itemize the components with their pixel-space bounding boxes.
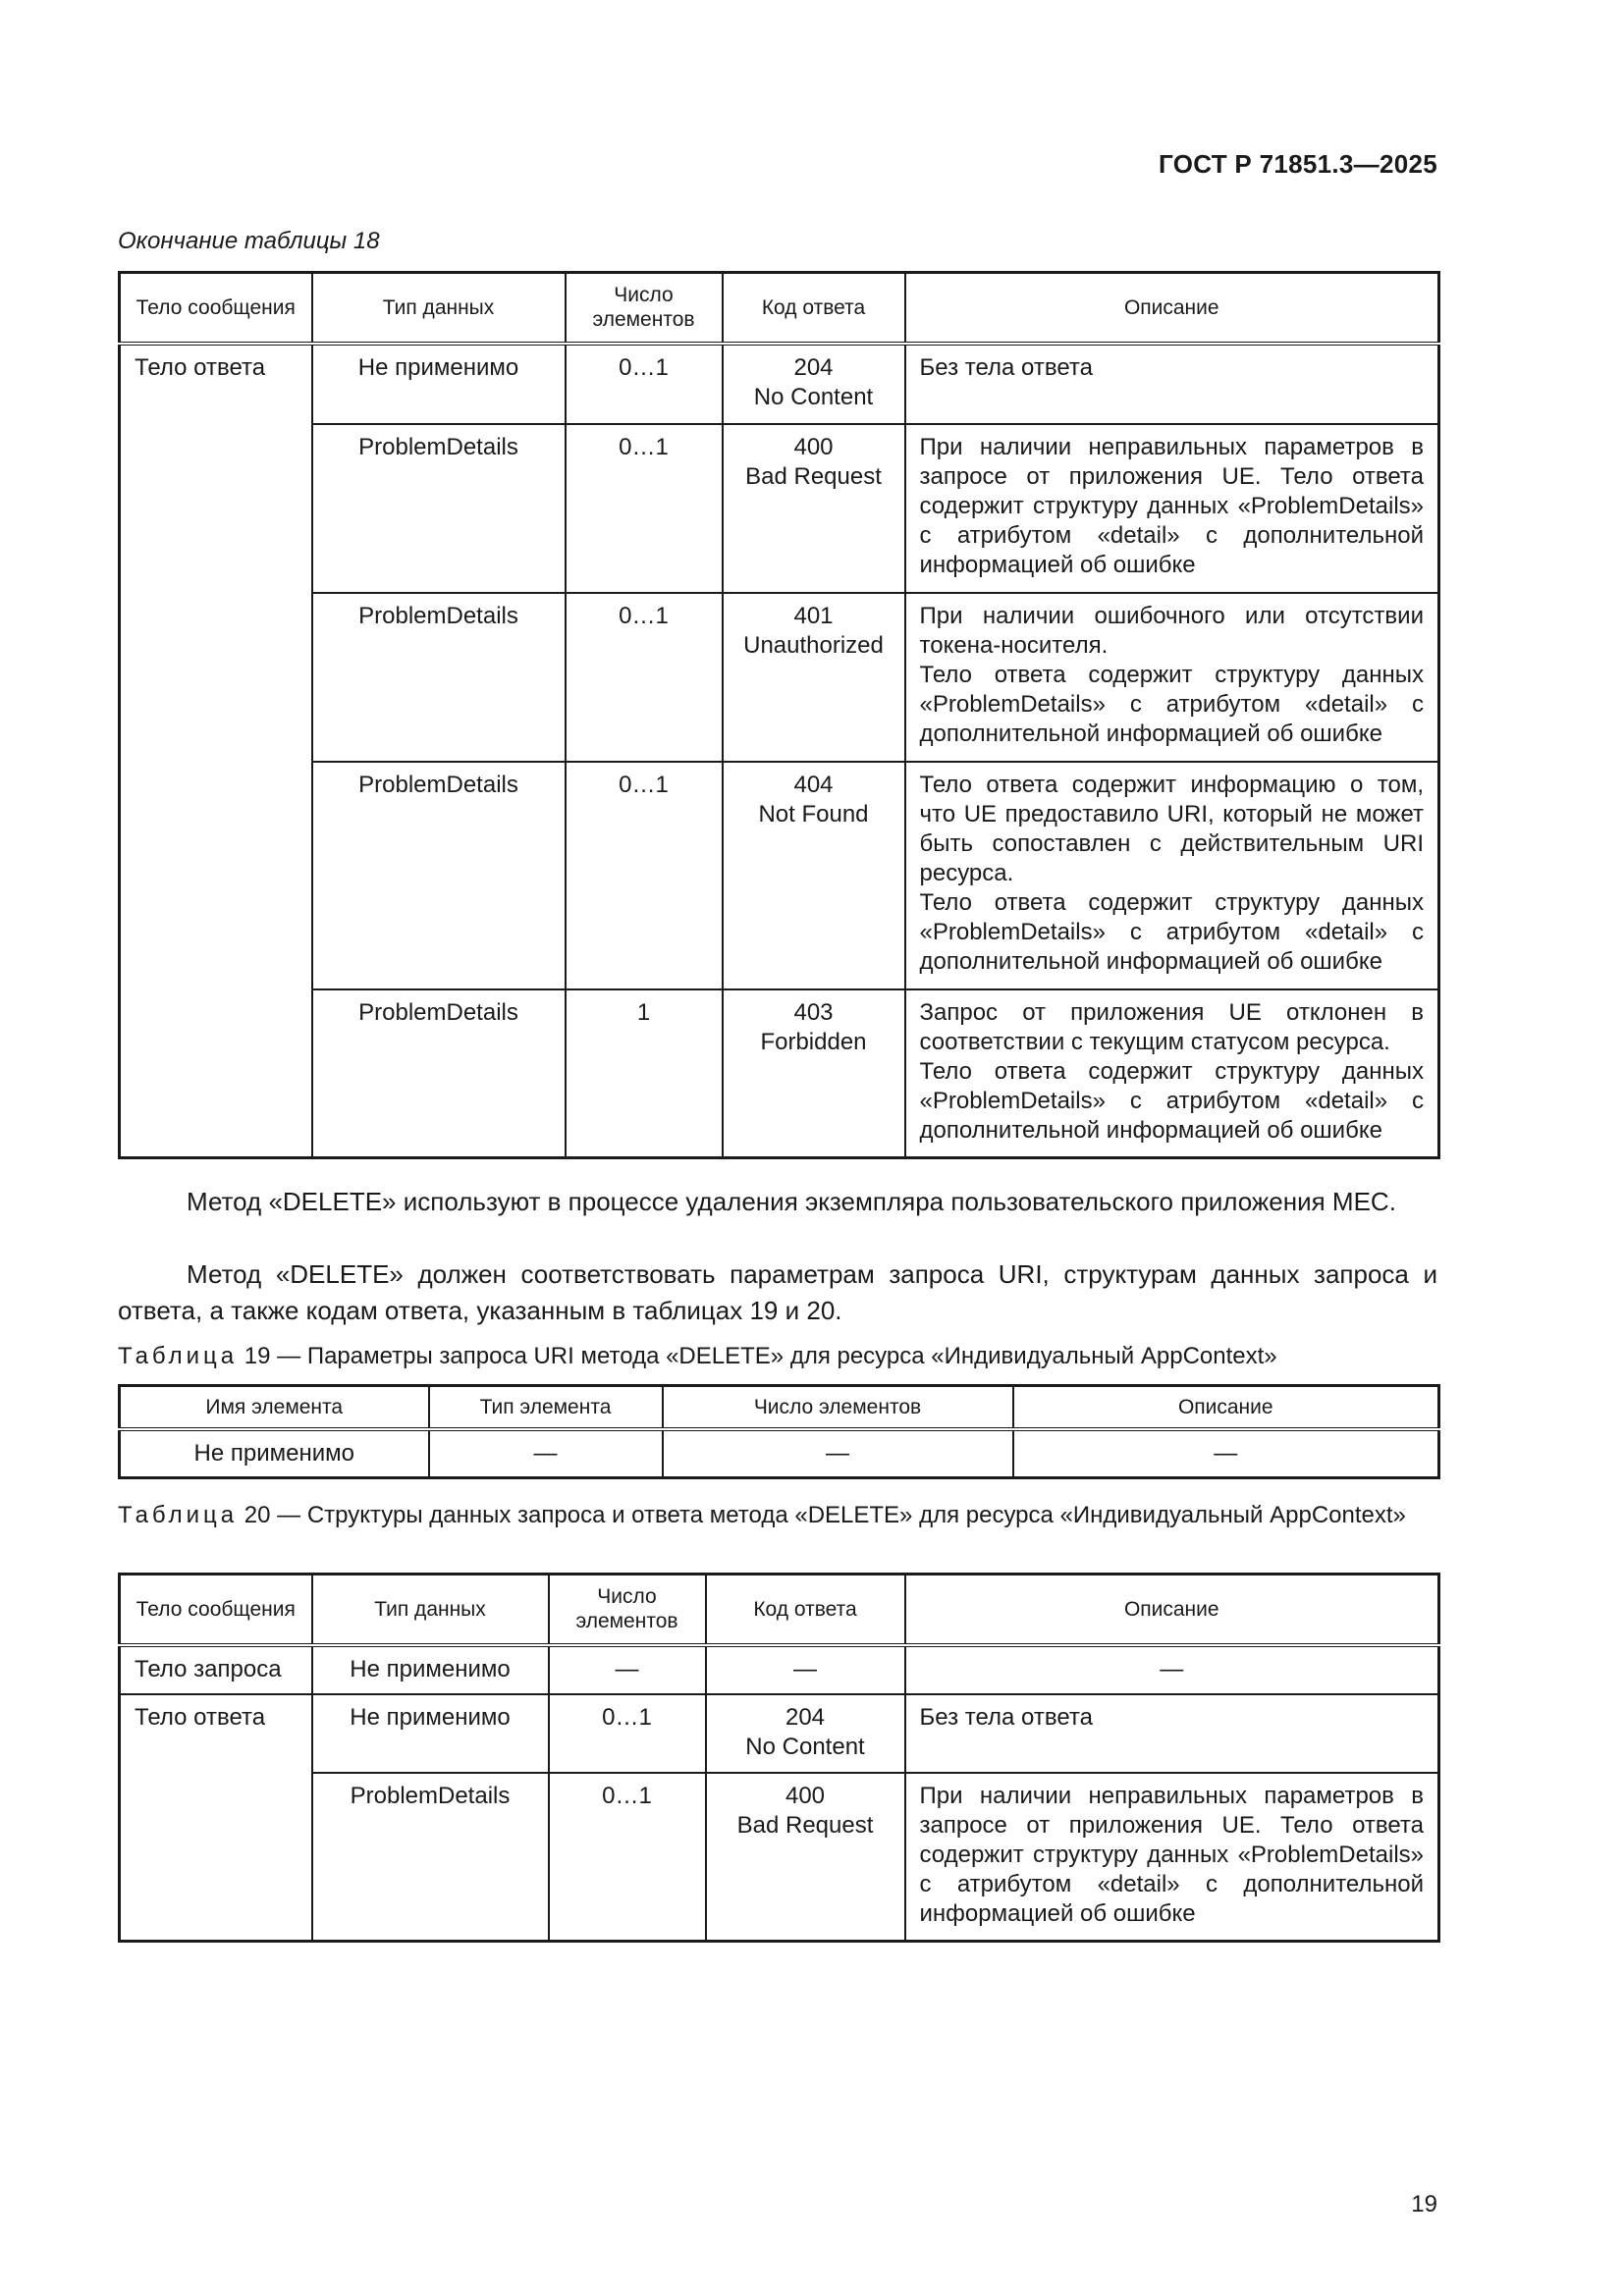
response-code-text: Bad Request: [736, 1811, 874, 1839]
description-text: Запрос от приложения UE отклонен в соответствии с текущим статусом ресурса.: [919, 998, 1424, 1055]
element-name-cell: Не применимо: [120, 1429, 429, 1478]
count-cell: 0…1: [566, 762, 723, 989]
table-row: [120, 1429, 1439, 1478]
table-header-row: [120, 273, 1439, 344]
description-cell: [905, 593, 1439, 762]
count-cell: —: [549, 1645, 706, 1694]
table-header-row: [120, 1575, 1439, 1645]
column-header: Тело сообщения: [120, 1575, 312, 1645]
message-body-cell: Тело запроса: [120, 1645, 312, 1694]
response-code-text: Forbidden: [760, 1028, 867, 1055]
response-code: 400: [785, 1782, 826, 1809]
table-row: [120, 989, 1439, 1158]
column-header: Описание: [905, 1575, 1439, 1645]
column-header: Число элементов: [663, 1386, 1013, 1429]
table-row: [120, 1645, 1439, 1694]
table-20: [118, 1573, 1440, 1943]
table-row: [120, 1694, 1439, 1773]
table-18: [118, 271, 1440, 1159]
document-page: [118, 0, 1437, 2296]
table-header-row: [120, 1386, 1439, 1429]
response-code-cell: [723, 762, 905, 989]
table19-caption: Таблица 19 — Параметры запроса URI метода «DELETE» для ресурса «Индивидуальный AppContext»: [118, 1343, 1277, 1369]
message-body-cell: Тело ответа: [120, 1694, 312, 1942]
data-type-cell: ProblemDetails: [312, 1773, 549, 1942]
data-type-cell: Не применимо: [312, 1694, 549, 1773]
table18-continuation-caption: Окончание таблицы 18: [118, 228, 380, 254]
count-cell: 0…1: [549, 1773, 706, 1942]
response-code: 400: [793, 433, 834, 460]
table-row: [120, 1773, 1439, 1942]
table-row: [120, 424, 1439, 593]
data-type-cell: ProblemDetails: [312, 762, 566, 989]
table-row: [120, 344, 1439, 424]
description-cell: Без тела ответа: [905, 344, 1439, 424]
column-header: Тип элемента: [429, 1386, 663, 1429]
description-cell: —: [905, 1645, 1439, 1694]
body-paragraph: Метод «DELETE» используют в процессе удаления экземпляра пользовательского приложения MEC.: [187, 1187, 1396, 1216]
response-code: 404: [793, 771, 834, 798]
response-code: 204: [785, 1703, 826, 1731]
description-text: Тело ответа содержит структуру данных «ProblemDetails» с атрибутом «detail» с дополнительной информацией об ошибке: [919, 888, 1424, 975]
column-header: Тело сообщения: [120, 273, 312, 344]
response-code-text: Unauthorized: [743, 631, 884, 659]
data-type-cell: ProblemDetails: [312, 424, 566, 593]
response-code-cell: [723, 344, 905, 424]
description-cell: При наличии неправильных параметров в запросе от приложения UE. Тело ответа содержит структуру данных «ProblemDetails» с атрибутом «detail» с дополнительной информацией об ошибке: [905, 1773, 1439, 1942]
count-cell: —: [663, 1429, 1013, 1478]
table-row: [120, 762, 1439, 989]
description-text: Тело ответа содержит структуру данных «ProblemDetails» с атрибутом «detail» с дополнительной информацией об ошибке: [919, 1057, 1424, 1144]
response-code-text: No Content: [753, 383, 874, 410]
response-code: 204: [793, 353, 834, 381]
column-header: Код ответа: [706, 1575, 905, 1645]
element-type-cell: —: [429, 1429, 663, 1478]
response-code-cell: [706, 1694, 905, 1773]
data-type-cell: Не применимо: [312, 344, 566, 424]
document-code-header: ГОСТ Р 71851.3—2025: [1159, 149, 1437, 179]
description-text: Тело ответа содержит структуру данных «ProblemDetails» с атрибутом «detail» с дополнительной информацией об ошибке: [919, 661, 1424, 747]
data-type-cell: ProblemDetails: [312, 593, 566, 762]
count-cell: 0…1: [566, 593, 723, 762]
column-header: Код ответа: [723, 273, 905, 344]
response-code: 403: [793, 998, 834, 1026]
column-header: Число элементов: [566, 273, 723, 344]
page-number: 19: [1411, 2191, 1437, 2217]
description-cell: [905, 989, 1439, 1158]
response-code-cell: [706, 1773, 905, 1942]
response-code-cell: [723, 593, 905, 762]
column-header: Имя элемента: [120, 1386, 429, 1429]
count-cell: 0…1: [566, 424, 723, 593]
response-code-cell: [723, 424, 905, 593]
data-type-cell: Не применимо: [312, 1645, 549, 1694]
count-cell: 0…1: [566, 344, 723, 424]
column-header: Описание: [905, 273, 1439, 344]
message-body-cell: Тело ответа: [120, 344, 312, 1158]
column-header: Тип данных: [312, 1575, 549, 1645]
response-code-text: Not Found: [758, 800, 869, 828]
description-cell: —: [1013, 1429, 1439, 1478]
table-19: [118, 1384, 1440, 1479]
response-code: 401: [793, 602, 834, 629]
description-cell: Без тела ответа: [905, 1694, 1439, 1773]
table20-caption: Таблица 20 — Структуры данных запроса и ответа метода «DELETE» для ресурса «Индивидуальный AppContext»: [118, 1502, 1406, 1528]
description-cell: При наличии неправильных параметров в запросе от приложения UE. Тело ответа содержит структуру данных «ProblemDetails» с атрибутом «detail» с дополнительной информацией об ошибке: [905, 424, 1439, 593]
table-row: [120, 593, 1439, 762]
response-code-text: Bad Request: [745, 462, 882, 490]
count-cell: 0…1: [549, 1694, 706, 1773]
column-header: Описание: [1013, 1386, 1439, 1429]
description-text: При наличии ошибочного или отсутствии токена-носителя.: [919, 602, 1424, 659]
description-text: Тело ответа содержит информацию о том, что UE предоставило URI, который не может быть сопоставлен с действительным URI ресурса.: [919, 771, 1424, 886]
body-paragraph: Метод «DELETE» должен соответствовать параметрам запроса URI, структурам данных запроса и ответа, а также кодам ответа, указанным в таблицах 19 и 20.: [118, 1259, 1437, 1325]
column-header: Тип данных: [312, 273, 566, 344]
count-cell: 1: [566, 989, 723, 1158]
description-cell: [905, 762, 1439, 989]
data-type-cell: ProblemDetails: [312, 989, 566, 1158]
column-header: Число элементов: [549, 1575, 706, 1645]
response-code-cell: —: [706, 1645, 905, 1694]
response-code-text: No Content: [745, 1733, 865, 1760]
response-code-cell: [723, 989, 905, 1158]
